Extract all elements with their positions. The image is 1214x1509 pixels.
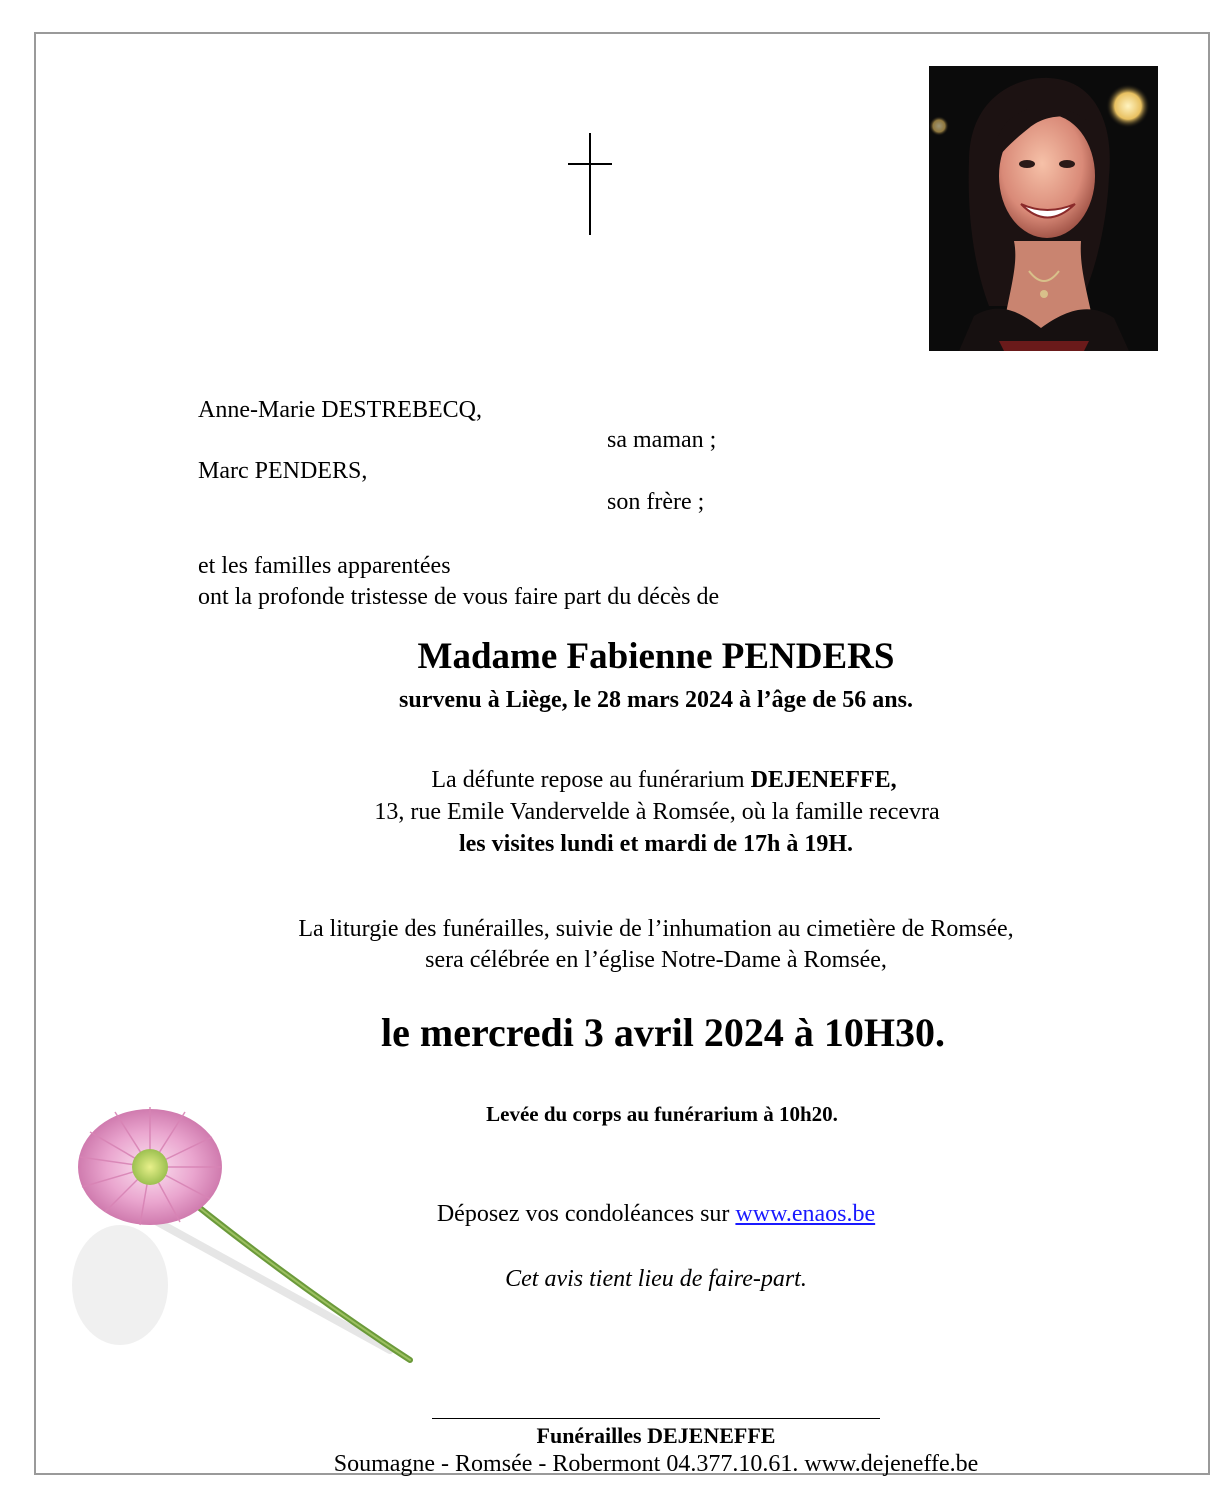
funerarium-address: 13, rue Emile Vandervelde à Romsée, où la famille recevra: [374, 799, 940, 825]
mother-relation: sa maman ;: [607, 427, 717, 453]
condolences-link[interactable]: www.enaos.be: [735, 1201, 876, 1227]
brother-relation: son frère ;: [607, 489, 705, 515]
portrait-photo: [929, 66, 1158, 351]
visits-line: les visites lundi et mardi de 17h à 19H.: [458, 831, 854, 857]
funerarium-line: [0, 766, 1214, 794]
mother-name: Anne-Marie DESTREBECQ,: [198, 397, 482, 423]
footer-rule: [432, 1418, 880, 1419]
brother-name: Marc PENDERS,: [198, 458, 368, 484]
announce-line: ont la profonde tristesse de vous faire part du décès de: [198, 584, 720, 610]
liturgy-line-2: sera célébrée en l’église Notre-Dame à Romsée,: [425, 947, 887, 973]
deceased-name: Madame Fabienne PENDERS: [417, 636, 895, 677]
footer-company: Funérailles DEJENEFFE: [536, 1423, 776, 1448]
cross-icon: [566, 133, 614, 235]
flower-image: [60, 1095, 430, 1375]
ceremony-date: le mercredi 3 avril 2024 à 10H30.: [381, 1010, 945, 1055]
notice-line: Cet avis tient lieu de faire-part.: [505, 1266, 807, 1292]
death-line: survenu à Liège, le 28 mars 2024 à l’âge de 56 ans.: [399, 687, 913, 713]
condolences-prefix: Déposez vos condoléances sur: [436, 1201, 736, 1227]
levee-line: Levée du corps au funérarium à 10h20.: [486, 1102, 838, 1126]
footer-contact: Soumagne - Romsée - Robermont 04.377.10.61. www.dejeneffe.be: [333, 1451, 979, 1477]
liturgy-line-1: La liturgie des funérailles, suivie de l’inhumation au cimetière de Romsée,: [298, 916, 1014, 942]
funerarium-name: DEJENEFFE,: [750, 767, 897, 793]
funerarium-prefix: La défunte repose au funérarium: [431, 767, 751, 793]
families-line: et les familles apparentées: [198, 553, 451, 579]
